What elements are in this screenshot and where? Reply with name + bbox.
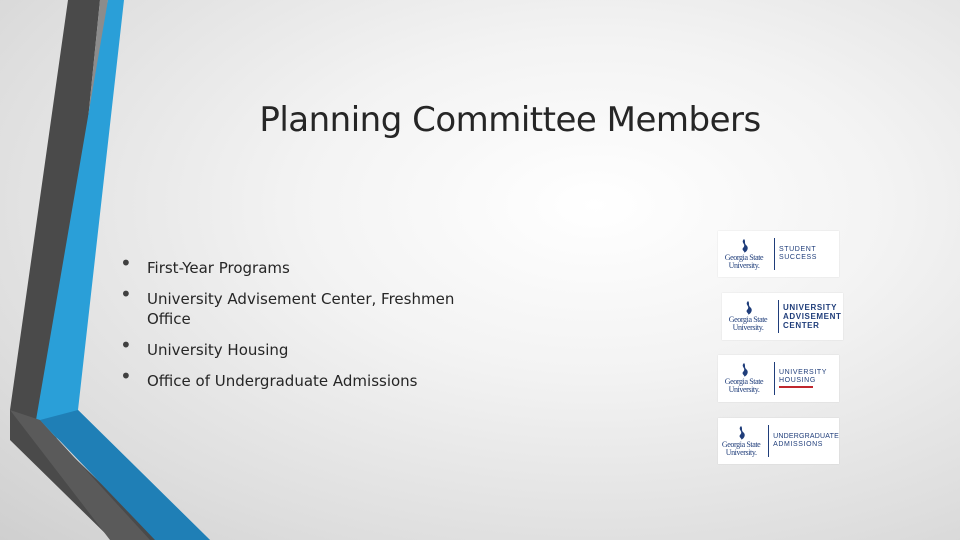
- logo-advisement-center: Georgia State University. UNIVERSITY ADVISEMENT CENTER: [722, 293, 843, 340]
- flame-icon: [734, 426, 748, 440]
- flame-icon: [737, 363, 751, 377]
- logo-undergraduate-admissions: Georgia State University. UNDERGRADUATE ADMISSIONS: [718, 418, 839, 464]
- gsu-wordmark: Georgia State University.: [718, 418, 764, 464]
- bullet-item: • University Advisement Center, Freshmen Office: [120, 289, 480, 329]
- gsu-wordmark: Georgia State University.: [718, 231, 770, 277]
- bullet-item: • First-Year Programs: [120, 258, 480, 278]
- bullet-list: [120, 258, 480, 402]
- logo-student-success: Georgia State University. STUDENT SUCCESS: [718, 231, 839, 277]
- flame-icon: [737, 239, 751, 253]
- flame-icon: [741, 301, 755, 315]
- bullet-item: • Office of Undergraduate Admissions: [120, 371, 480, 391]
- logo-university-housing: Georgia State University. UNIVERSITY HOUSING: [718, 355, 839, 402]
- slide-title: Planning Committee Members: [259, 100, 761, 140]
- gsu-wordmark: Georgia State University.: [722, 293, 774, 340]
- bullet-item: • University Housing: [120, 340, 480, 360]
- gsu-wordmark: Georgia State University.: [718, 355, 770, 402]
